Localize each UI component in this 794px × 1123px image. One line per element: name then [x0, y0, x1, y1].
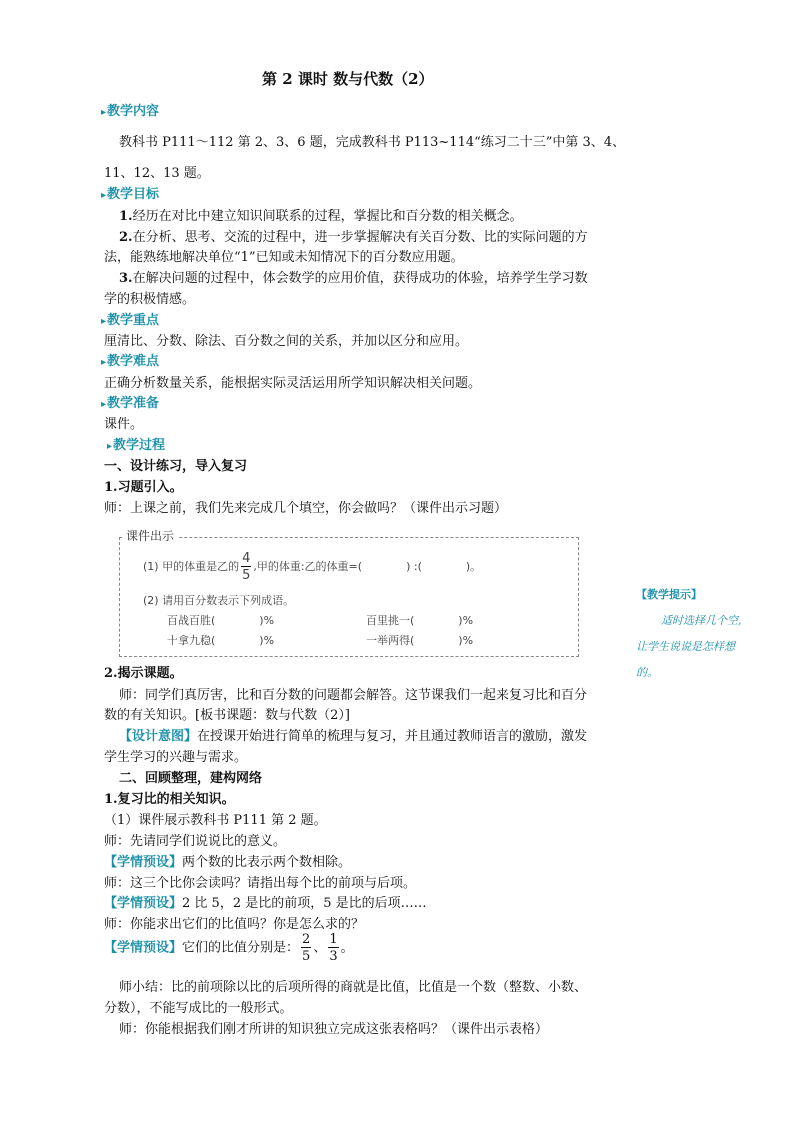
teacher-line-1: 师：上课之前，我们先来完成几个填空，你会做吗？（课件出示习题） [104, 501, 508, 516]
fraction-numerator: 2 [302, 932, 311, 947]
preset-tag: 【学情预设】 [104, 940, 183, 956]
preset-tag: 【学情预设】 [104, 855, 183, 870]
preset-text: 两个数的比表示两个数相除。 [182, 855, 352, 870]
prep-text: 课件。 [104, 417, 144, 432]
courseware-box-tab: 课件出示 [122, 527, 178, 544]
preset-line-3 [104, 933, 354, 963]
side-tip-title: 【教学提示】 [636, 588, 702, 601]
difficulty-text: 正确分析数量关系，能根据实际灵活运用所学知识解决相关问题。 [104, 376, 482, 391]
teacher-line-4: 师：这三个比你会读吗？请指出每个比的前项与后项。 [104, 876, 417, 891]
goal-2-number: 2. [119, 230, 133, 245]
idiom-3: 十拿九稳( )% [167, 634, 275, 647]
teacher-line-2b: 数的有关知识。[板书课题：数与代数（2）] [104, 708, 350, 723]
goal-3-line1 [119, 267, 588, 286]
fraction-numerator: 4 [242, 551, 251, 566]
preset-line-1 [104, 851, 351, 870]
section-heading-prep: ▸ 教学准备 [101, 392, 159, 411]
goal-2-text: 在分析、思考、交流的过程中，进一步掌握解决有关百分数、比的实际问题的方 [132, 230, 588, 245]
section-heading-difficulty: ▸ 教学难点 [101, 350, 159, 369]
goal-2-line1 [119, 226, 588, 245]
section-2-title: 二、回顾整理，建构网络 [119, 771, 263, 786]
fraction-two-fifths [301, 933, 311, 963]
section-heading-content: ▸ 教学内容 [101, 100, 159, 119]
goal-3-text: 在解决问题的过程中，体会数学的应用价值，获得成功的体验，培养学生学习数 [132, 271, 588, 286]
fraction-four-fifths [241, 552, 251, 582]
side-tip-line3: 的。 [636, 666, 658, 679]
teacher-line-2a: 师：同学们真厉害，比和百分数的问题都会解答。这节课我们一起来复习比和百分 [119, 688, 588, 703]
design-intent-line2: 学生学习的兴趣与需求。 [104, 750, 248, 765]
subsection-3-title: 1.复习比的相关知识。 [104, 792, 235, 807]
section-heading-process: ▸ 教学过程 [107, 434, 165, 453]
separator: 、 [313, 940, 327, 956]
exercise-q2: (2) 请用百分数表示下列成语。 [143, 594, 295, 607]
idiom-4: 一举两得( )% [366, 634, 474, 647]
preset-tag: 【学情预设】 [104, 896, 183, 911]
fraction-denominator: 5 [242, 568, 251, 583]
page-title: 第 2 课时 数与代数（2） [262, 70, 434, 88]
goal-3-number: 3. [119, 271, 133, 286]
section-heading-key: ▸ 教学重点 [101, 309, 159, 328]
design-intent-tag: 【设计意图】 [119, 729, 198, 744]
goal-2-line2: 法，能熟练地解决单位“1”已知或未知情况下的百分数应用题。 [104, 250, 464, 265]
idiom-1: 百战百胜( )% [167, 614, 275, 627]
fraction-one-third [328, 933, 338, 963]
goal-1-number: 1. [119, 209, 133, 224]
section-1-title: 一、设计练习，导入复习 [104, 459, 248, 474]
design-intent-text: 在授课开始进行简单的梳理与复习，并且通过教师语言的激励，激发 [197, 729, 588, 744]
exercise-q1-prefix: (1) 甲的体重是乙的 [143, 560, 240, 573]
side-tip-line1: 适时选择几个空, [661, 614, 742, 627]
goal-1 [119, 205, 523, 224]
key-text: 厘清比、分数、除法、百分数之间的关系，并加以区分和应用。 [104, 334, 469, 349]
idiom-2: 百里挑一( )% [366, 614, 474, 627]
side-tip-line2: 让学生说说是怎样想 [636, 640, 735, 653]
exercise-q1 [143, 552, 481, 582]
fraction-numerator: 1 [329, 932, 338, 947]
period: 。 [340, 940, 354, 956]
goal-3-line2: 学的积极情感。 [104, 292, 196, 307]
subsection-2-title: 2.揭示课题。 [104, 666, 183, 681]
step-line: （1）课件展示教科书 P111 第 2 题。 [104, 813, 327, 828]
goal-1-text: 经历在对比中建立知识间联系的过程，掌握比和百分数的相关概念。 [132, 209, 523, 224]
teacher-line-5: 师：你能求出它们的比值吗？你是怎么求的？ [104, 917, 365, 932]
fraction-denominator: 3 [329, 949, 338, 964]
design-intent-line1 [119, 725, 587, 744]
summary-line1: 师小结：比的前项除以比的后项所得的商就是比值，比值是一个数（整数、小数、 [119, 980, 588, 995]
preset-line-2 [104, 892, 427, 911]
teacher-line-6: 师：你能根据我们刚才所讲的知识独立完成这张表格吗？（课件出示表格） [119, 1022, 549, 1037]
content-text-line1: 教科书 P111～112 第 2、3、6 题，完成教科书 P113~114“练习二十三”中第 3、4、 [119, 135, 626, 150]
subsection-1-title: 1.习题引入。 [104, 480, 183, 495]
preset-text: 它们的比值分别是： [182, 940, 300, 956]
section-heading-goals: ▸ 教学目标 [101, 183, 159, 202]
preset-text: 2 比 5，2 是比的前项，5 是比的后项…… [182, 896, 427, 911]
exercise-q1-suffix: ,甲的体重:乙的体重=( ) :( )。 [253, 560, 482, 573]
teacher-line-3: 师：先请同学们说说比的意义。 [104, 834, 287, 849]
summary-line2: 分数），不能写成比的一般形式。 [104, 1001, 293, 1016]
fraction-denominator: 5 [302, 949, 311, 964]
content-text-line2: 11、12、13 题。 [104, 166, 210, 181]
